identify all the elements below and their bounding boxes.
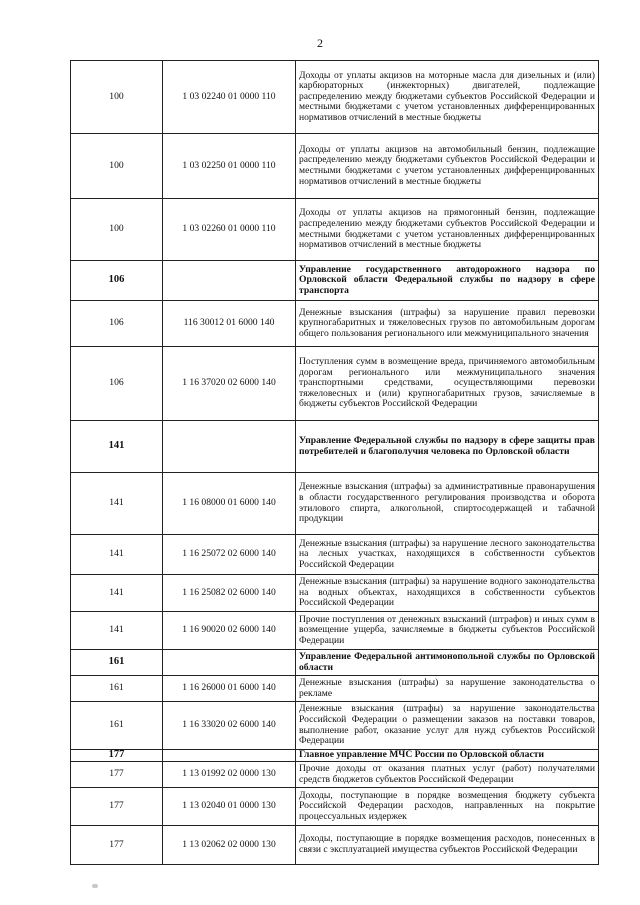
table-row	[71, 535, 599, 575]
table-body	[71, 61, 599, 865]
kbk-code-cell	[163, 261, 296, 301]
table-row	[71, 575, 599, 612]
kbk-code-cell: 116 30012 01 6000 140	[163, 301, 296, 347]
table-row	[71, 134, 599, 199]
table-row-header	[71, 650, 599, 676]
admin-code-cell: 141	[71, 473, 163, 535]
kbk-code-cell	[163, 750, 296, 762]
description-cell: Прочие поступления от денежных взысканий (штрафов) и иных сумм в возмещение ущерба, зачисляемые в бюджеты субъектов Российской Федерации	[296, 612, 599, 650]
kbk-code-cell: 1 03 02240 01 0000 110	[163, 61, 296, 134]
description-cell: Управление Федеральной антимонопольной службы по Орловской области	[296, 650, 599, 676]
kbk-code-cell	[163, 421, 296, 473]
kbk-code-cell: 1 13 01992 02 0000 130	[163, 762, 296, 788]
description-cell: Управление Федеральной службы по надзору в сфере защиты прав потребителей и благополучия человека по Орловской области	[296, 421, 599, 473]
table-row	[71, 473, 599, 535]
admin-code-cell: 106	[71, 301, 163, 347]
description-cell: Доходы от уплаты акцизов на моторные масла для дизельных и (или) карбюраторных (инжекторных) двигателей, подлежащие распределению между бюджетами субъектов Российской Федерации и местными бюджетами с учетом установленных дифференцированных нормативов отчислений в местные бюджеты	[296, 61, 599, 134]
description-cell: Доходы от уплаты акцизов на прямогонный бензин, подлежащие распределению между бюджетами субъектов Российской Федерации и местными бюджетами с учетом установленных дифференцированных нормативов отчислений в местные бюджеты	[296, 199, 599, 261]
table-row	[71, 199, 599, 261]
revenue-classification-table	[70, 60, 599, 865]
kbk-code-cell: 1 16 90020 02 6000 140	[163, 612, 296, 650]
kbk-code-cell: 1 16 08000 01 6000 140	[163, 473, 296, 535]
description-cell: Денежные взыскания (штрафы) за нарушение лесного законодательства на лесных участках, находящихся в собственности субъектов Российской Федерации	[296, 535, 599, 575]
admin-code-cell: 177	[71, 788, 163, 826]
admin-code-cell: 161	[71, 650, 163, 676]
kbk-code-cell: 1 13 02040 01 0000 130	[163, 788, 296, 826]
kbk-code-cell: 1 16 26000 01 6000 140	[163, 676, 296, 702]
table-row-header	[71, 261, 599, 301]
table-row	[71, 301, 599, 347]
table-row	[71, 347, 599, 421]
kbk-code-cell: 1 13 02062 02 0000 130	[163, 826, 296, 865]
description-cell: Денежные взыскания (штрафы) за нарушение законодательства о рекламе	[296, 676, 599, 702]
kbk-code-cell: 1 16 25072 02 6000 140	[163, 535, 296, 575]
kbk-code-cell: 1 03 02250 01 0000 110	[163, 134, 296, 199]
table-row	[71, 61, 599, 134]
table-row	[71, 612, 599, 650]
table-row	[71, 788, 599, 826]
description-cell: Доходы от уплаты акцизов на автомобильный бензин, подлежащие распределению между бюджетами субъектов Российской Федерации и местными бюджетами с учетом установленных дифференцированных нормативов отчислений в местные бюджеты	[296, 134, 599, 199]
admin-code-cell: 141	[71, 535, 163, 575]
description-cell: Денежные взыскания (штрафы) за нарушение законодательства Российской Федерации о размещении заказов на поставки товаров, выполнение работ, оказание услуг для нужд субъектов Российской Федерации	[296, 702, 599, 750]
admin-code-cell: 100	[71, 61, 163, 134]
table-row	[71, 702, 599, 750]
admin-code-cell: 100	[71, 199, 163, 261]
kbk-code-cell: 1 16 37020 02 6000 140	[163, 347, 296, 421]
admin-code-cell: 177	[71, 826, 163, 865]
kbk-code-cell: 1 16 33020 02 6000 140	[163, 702, 296, 750]
admin-code-cell: 141	[71, 575, 163, 612]
page-number: 2	[317, 36, 323, 50]
description-cell: Денежные взыскания (штрафы) за нарушение водного законодательства на водных объектах, находящихся в собственности субъектов Российской Федерации	[296, 575, 599, 612]
table-row	[71, 676, 599, 702]
kbk-code-cell	[163, 650, 296, 676]
admin-code-cell: 141	[71, 612, 163, 650]
admin-code-cell: 141	[71, 421, 163, 473]
description-cell: Денежные взыскания (штрафы) за нарушение правил перевозки крупногабаритных и тяжеловесных грузов по автомобильным дорогам общего пользования регионального или межмуниципального значения	[296, 301, 599, 347]
kbk-code-cell: 1 16 25082 02 6000 140	[163, 575, 296, 612]
description-cell: Доходы, поступающие в порядке возмещения бюджету субъекта Российской Федерации расходов, направленных на покрытие процессуальных издержек	[296, 788, 599, 826]
admin-code-cell: 100	[71, 134, 163, 199]
description-cell: Прочие доходы от оказания платных услуг (работ) получателями средств бюджетов субъектов Российской Федерации	[296, 762, 599, 788]
admin-code-cell: 106	[71, 347, 163, 421]
kbk-code-cell: 1 03 02260 01 0000 110	[163, 199, 296, 261]
table-row-header	[71, 750, 599, 762]
admin-code-cell: 177	[71, 762, 163, 788]
table-row	[71, 762, 599, 788]
description-cell: Управление государственного автодорожного надзора по Орловской области Федеральной службы по надзору в сфере транспорта	[296, 261, 599, 301]
description-cell: Доходы, поступающие в порядке возмещения расходов, понесенных в связи с эксплуатацией имущества субъектов Российской Федерации	[296, 826, 599, 865]
table-row-header	[71, 421, 599, 473]
description-cell: Главное управление МЧС России по Орловской области	[296, 750, 599, 762]
description-cell: Денежные взыскания (штрафы) за административные правонарушения в области государственного регулирования производства и оборота этилового спирта, алкогольной, спиртосодержащей и табачной продукции	[296, 473, 599, 535]
table-row	[71, 826, 599, 865]
description-cell: Поступления сумм в возмещение вреда, причиняемого автомобильным дорогам регионального или межмуниципального значения транспортными средствами, осуществляющими перевозки тяжеловесных и (или) крупногабаритных грузов, зачисляемые в бюджеты субъектов Российской Федерации	[296, 347, 599, 421]
admin-code-cell: 177	[71, 750, 163, 762]
scan-mark	[92, 884, 98, 888]
admin-code-cell: 106	[71, 261, 163, 301]
admin-code-cell: 161	[71, 676, 163, 702]
admin-code-cell: 161	[71, 702, 163, 750]
